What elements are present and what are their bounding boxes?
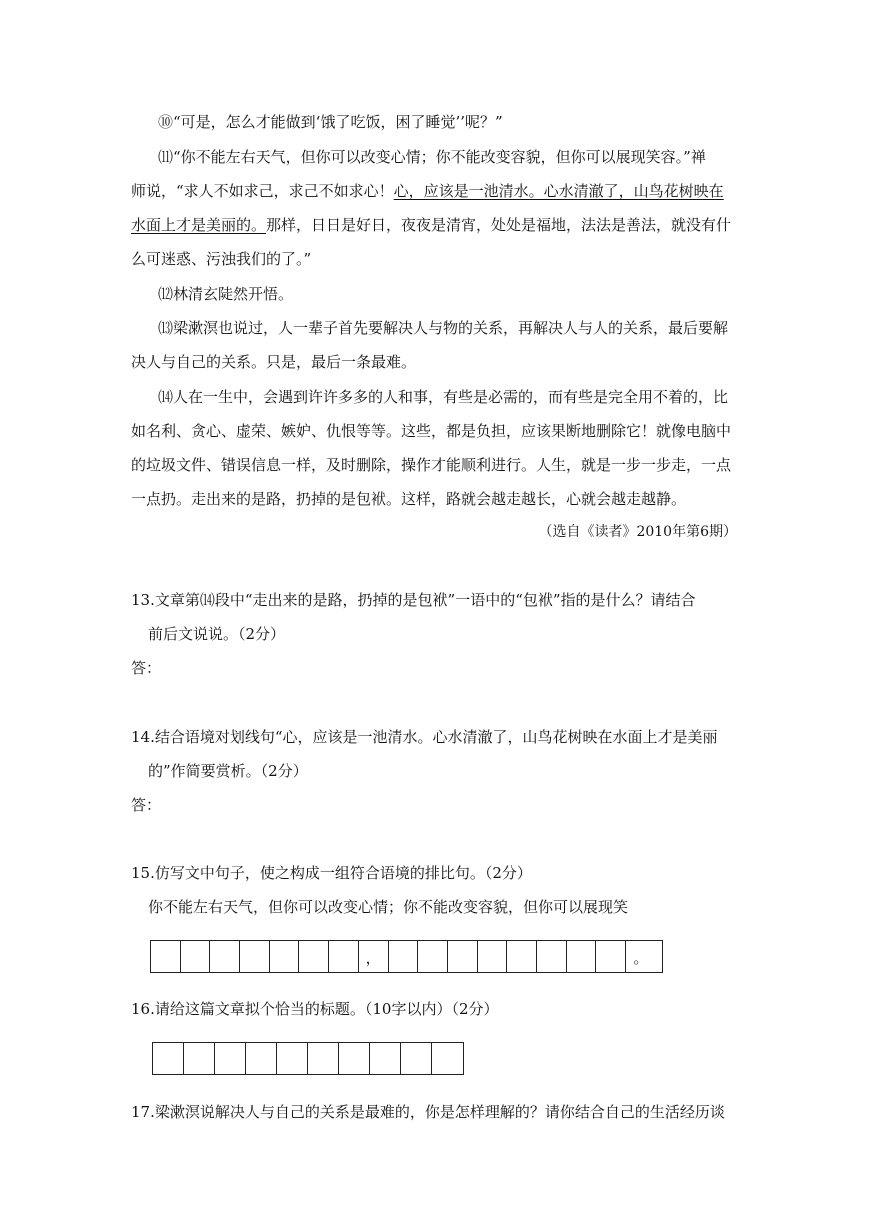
grid-cell[interactable]: [537, 941, 567, 972]
grid-cell[interactable]: [277, 1043, 308, 1074]
grid-cell[interactable]: [596, 941, 626, 972]
grid-cell[interactable]: [401, 1043, 432, 1074]
grid-cell[interactable]: [246, 1043, 277, 1074]
grid-cell[interactable]: [215, 1043, 246, 1074]
grid-cell[interactable]: [567, 941, 597, 972]
answer-label: 答：: [131, 659, 162, 677]
answer-label: 答：: [131, 796, 162, 814]
paragraph-11-line-3: [131, 214, 731, 236]
answer-grid-q15[interactable]: [150, 940, 663, 973]
grid-cell[interactable]: [181, 941, 211, 972]
paragraph-14-line-2: 如名利、贪心、虚荣、嫉妒、仇恨等等。这些，都是负担，应该果断地删除它！就像电脑中: [131, 422, 732, 440]
grid-cell[interactable]: [153, 1043, 184, 1074]
plain-text: 师说，“求人不如求己，求己不如求心！: [131, 182, 394, 200]
question-15-line-1: 15.仿写文中句子，使之构成一组符合语境的排比句。（2分）: [131, 864, 532, 882]
grid-cell[interactable]: [329, 941, 359, 972]
source-citation: （选自《读者》2010年第6期）: [538, 524, 737, 540]
grid-cell[interactable]: [270, 941, 300, 972]
grid-cell[interactable]: [448, 941, 478, 972]
plain-text: 那样，日日是好日，夜夜是清宵，处处是福地，法法是善法，就没有什: [266, 216, 732, 234]
paragraph-14-line-3: 的垃圾文件、错误信息一样，及时删除，操作才能顺利进行。人生，就是一步一步走，一点: [131, 456, 732, 474]
question-17: 17.梁漱溟说解决人与自己的关系是最难的，你是怎样理解的？请你结合自己的生活经历谈: [131, 1103, 725, 1121]
grid-cell[interactable]: [418, 941, 448, 972]
grid-cell[interactable]: [184, 1043, 215, 1074]
grid-cell[interactable]: [339, 1043, 370, 1074]
question-13-line-2: 前后文说说。（2分）: [148, 625, 286, 643]
question-14-line-1: 14.结合语境对划线句“心，应该是一池清水。心水清澈了，山鸟花树映在水面上才是美丽: [131, 728, 718, 746]
grid-cell[interactable]: [478, 941, 508, 972]
grid-cell[interactable]: [299, 941, 329, 972]
paragraph-13-line-1: ⒀梁漱溟也说过，人一辈子首先要解决人与物的关系，再解决人与人的关系，最后要解: [158, 319, 729, 337]
underlined-sentence: 水面上才是美丽的。: [131, 216, 267, 234]
grid-cell[interactable]: [240, 941, 270, 972]
paragraph-11-line-1: ⑾“你不能左右天气，但你可以改变心情；你不能改变容貌，但你可以展现笑容。”禅: [158, 148, 706, 166]
grid-cell[interactable]: [308, 1043, 339, 1074]
grid-cell-comma: ，: [359, 941, 389, 972]
grid-cell[interactable]: [151, 941, 181, 972]
question-14-line-2: 的”作简要赏析。（2分）: [148, 762, 308, 780]
paragraph-14-line-4: 一点扔。走出来的是路，扔掉的是包袱。这样，路就会越走越长，心就会越走越静。: [131, 490, 687, 508]
question-13-line-1: 13.文章第⒁段中“走出来的是路，扔掉的是包袱”一语中的“包袱”指的是什么？请结合: [131, 591, 696, 609]
question-15-line-2: 你不能左右天气，但你可以改变心情；你不能改变容貌，但你可以展现笑: [148, 898, 629, 916]
paragraph-14-line-1: ⒁人在一生中，会遇到许许多多的人和事，有些是必需的，而有些是完全用不着的，比: [158, 388, 729, 406]
grid-cell[interactable]: [370, 1043, 401, 1074]
question-16: 16.请给这篇文章拟个恰当的标题。（10字以内）（2分）: [131, 1000, 499, 1018]
paragraph-13-line-2: 决人与自己的关系。只是，最后一条最难。: [131, 353, 417, 371]
paragraph-10: ⑩“可是，怎么才能做到‘饿了吃饭，困了睡觉’’呢？”: [158, 113, 503, 131]
paragraph-12: ⑿林清玄陡然开悟。: [158, 285, 294, 303]
grid-cell[interactable]: [432, 1043, 463, 1074]
answer-grid-q16[interactable]: [152, 1042, 464, 1075]
grid-cell-period: 。: [633, 949, 649, 967]
grid-cell[interactable]: [389, 941, 419, 972]
grid-cell[interactable]: [507, 941, 537, 972]
grid-cell[interactable]: [210, 941, 240, 972]
paragraph-11-line-2: [131, 180, 724, 202]
underlined-sentence: 心，应该是一池清水。心水清澈了，山鸟花树映在: [393, 182, 724, 200]
paragraph-11-line-4: 么可迷惑、污浊我们的了。”: [131, 250, 312, 268]
